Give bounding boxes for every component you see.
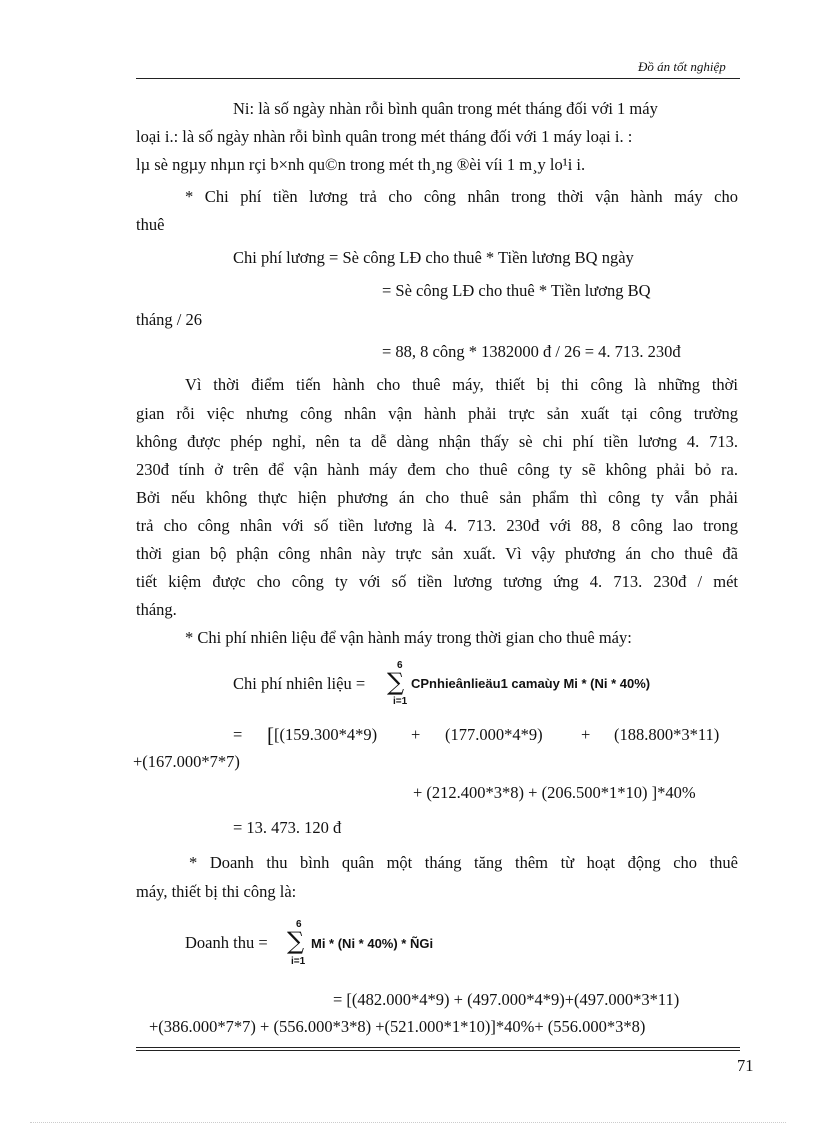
sigma-symbol: ∑: [387, 668, 405, 696]
paragraph-line: Bởi nếu không thực hiện phương án cho thuê sản phẩm thì công ty vẫn phải: [136, 488, 738, 507]
labor-intro-line-1: * Chi phí tiền lương trả cho công nhân trong thời vận hành máy cho: [185, 187, 738, 206]
fuel-formula-term: CPnhieânlieäu1 camaùy Mi * (Ni * 40%): [411, 676, 651, 691]
revenue-intro-line-2: máy, thiết bị thi công là:: [136, 882, 297, 901]
page-number: 71: [737, 1056, 754, 1075]
ni-definition-line-3: lµ sè ngµy nhµn rçi b×nh qu©n trong mét th¸ng ®èi víi 1 m¸y lo¹i i.: [136, 155, 586, 174]
fuel-sum-lower-limit: i=1: [393, 696, 408, 707]
revenue-line-1: = [(482.000*4*9) + (497.000*4*9)+(497.000*3*11): [333, 990, 680, 1009]
fuel-line-3: + (212.400*3*8) + (206.500*1*10) ]*40%: [413, 783, 696, 802]
fuel-intro: * Chi phí nhiên liệu để vận hành máy trong thời gian cho thuê máy:: [185, 628, 632, 647]
fuel-term-4: +: [581, 725, 591, 744]
ni-definition-line-1: Ni: là số ngày nhàn rỗi bình quân trong mét tháng đối với 1 máy: [233, 99, 658, 118]
labor-formula-result: = 88, 8 công * 1382000 đ / 26 = 4. 713. 230đ: [382, 342, 681, 361]
revenue-formula-term: Mi * (Ni * 40%) * ÑGi: [311, 936, 434, 951]
revenue-sum-upper-limit: 6: [296, 919, 302, 930]
labor-formula-line-3: tháng / 26: [136, 310, 202, 329]
paragraph-line: gian rỗi việc nhưng công nhân vận hành phải trực sản xuất tại công trường: [136, 404, 738, 423]
labor-formula-line-1: Chi phí lương = Sè công LĐ cho thuê * Tiền lương BQ ngày: [233, 248, 634, 267]
fuel-result: = 13. 473. 120 đ: [233, 818, 342, 837]
paragraph-line: 230đ tính ở trên để vận hành máy đem cho thuê công ty sẽ không phải bỏ ra.: [136, 460, 738, 479]
running-header: Đồ án tốt nghiệp: [638, 59, 726, 74]
fuel-line-2: +(167.000*7*7): [133, 752, 240, 771]
revenue-line-2: +(386.000*7*7) + (556.000*3*8) +(521.000*1*10)]*40%+ (556.000*3*8): [149, 1017, 646, 1036]
ni-definition-line-2: loại i.: là số ngày nhàn rỗi bình quân trong mét tháng đối với 1 máy loại i. :: [136, 127, 633, 146]
fuel-equals: =: [233, 725, 243, 744]
fuel-term-5: (188.800*3*11): [614, 725, 720, 744]
paragraph-line: không được phép nghỉ, nên ta dễ dàng nhận thấy sè chi phí tiền lương 4. 713.: [136, 432, 738, 451]
fuel-formula-label: Chi phí nhiên liệu =: [233, 674, 366, 693]
sigma-symbol: ∑: [287, 927, 305, 955]
fuel-sum-upper-limit: 6: [397, 660, 403, 671]
paragraph-line: tháng.: [136, 600, 177, 619]
paragraph-line: trả cho công nhân với số tiền lương là 4. 713. 230đ với 88, 8 công lao trong: [136, 516, 738, 535]
footer-rule-top: [136, 1047, 740, 1048]
fuel-term-1: [[(159.300*4*9): [267, 723, 378, 747]
paragraph-line: thời gian bộ phận công nhân này trực sản xuất. Vì vậy phương án cho thuê đã: [136, 544, 738, 563]
fuel-term-2: +: [411, 725, 421, 744]
labor-intro-line-2: thuê: [136, 215, 165, 234]
paragraph-line: Vì thời điểm tiến hành cho thuê máy, thiết bị thi công là những thời: [185, 375, 738, 394]
fuel-term-3: (177.000*4*9): [445, 725, 543, 744]
revenue-sum-lower-limit: i=1: [291, 956, 306, 967]
paragraph-line: tiết kiệm được cho công ty với số tiền lương tương ứng 4. 713. 230đ / mét: [136, 572, 738, 591]
revenue-formula-label: Doanh thu =: [185, 933, 268, 952]
revenue-intro-line-1: * Doanh thu bình quân một tháng tăng thêm từ hoạt động cho thuê: [189, 853, 738, 872]
labor-formula-line-2: = Sè công LĐ cho thuê * Tiền lương BQ: [382, 281, 651, 300]
footer-rule-bottom: [136, 1050, 740, 1051]
header-rule: [136, 78, 740, 79]
